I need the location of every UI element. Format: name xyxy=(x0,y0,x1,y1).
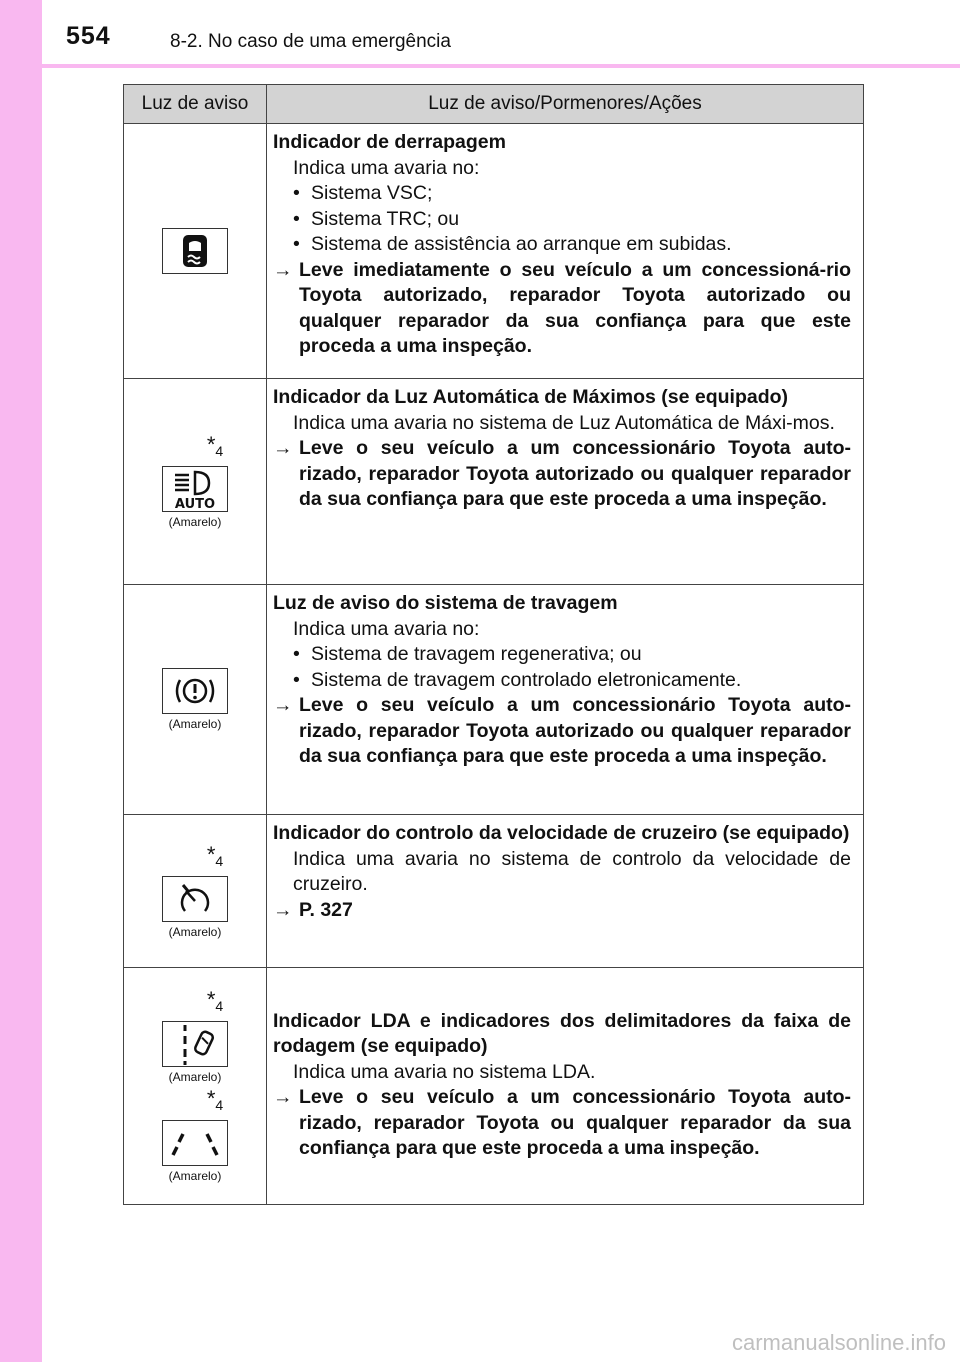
row-title: Luz de aviso do sistema de travagem xyxy=(273,592,618,614)
arrow-icon: → xyxy=(273,258,293,281)
page-number: 554 xyxy=(66,22,111,50)
row-action: → Leve imediatamente o seu veículo a um concessioná-rio Toyota autorizado, reparador Toyota autorizado ou qualquer reparador da sua confiança para que este proceda a uma inspeção. xyxy=(273,258,851,357)
arrow-icon: → xyxy=(273,898,293,921)
svg-text:AUTO: AUTO xyxy=(174,497,216,511)
row-description: Indica uma avaria no sistema LDA. xyxy=(293,1060,596,1083)
footnote-marker: $*_4$ xyxy=(206,987,224,1014)
table-row xyxy=(124,379,864,585)
table-row xyxy=(124,585,864,815)
icon-cell xyxy=(124,968,267,1205)
header-divider xyxy=(0,64,960,68)
column-header-light: Luz de aviso xyxy=(124,85,267,124)
page-sidebar-tab xyxy=(0,0,42,1362)
icon-caption: (Amarelo) xyxy=(168,924,222,939)
icon-cell xyxy=(124,124,267,379)
list-item: • Sistema TRC; ou xyxy=(293,207,460,230)
details-cell xyxy=(267,815,864,968)
section-title: 8-2. No caso de uma emergência xyxy=(170,31,451,52)
row-description: Indica uma avaria no sistema de controlo da velocidade de cruzeiro. xyxy=(293,847,851,895)
arrow-icon: → xyxy=(273,694,293,716)
icon-caption: (Amarelo) xyxy=(168,1070,222,1084)
table-header-row xyxy=(124,85,864,124)
row-description: Indica uma avaria no sistema de Luz Automática de Máxi-mos. xyxy=(293,411,835,434)
table-row xyxy=(124,968,864,1205)
row-title: Indicador da Luz Automática de Máximos (se equipado) xyxy=(273,386,789,408)
details-cell xyxy=(267,379,864,585)
icon-cell xyxy=(124,815,267,968)
footnote-marker: $*_4$ xyxy=(206,1086,224,1113)
details-cell xyxy=(267,124,864,379)
skid-indicator-icon xyxy=(162,228,228,274)
icon-group xyxy=(124,989,266,1084)
row-description: Indica uma avaria no: xyxy=(293,617,480,640)
footnote-marker: $*_4$ xyxy=(206,841,224,869)
details-cell xyxy=(267,968,864,1205)
list-item: • Sistema de travagem controlado eletronicamente. xyxy=(293,668,742,691)
icon-caption: (Amarelo) xyxy=(168,515,222,529)
arrow-icon: → xyxy=(273,1086,293,1108)
column-header-details: Luz de aviso/Pormenores/Ações xyxy=(267,85,864,124)
table-row xyxy=(124,124,864,379)
list-item: • Sistema de assistência ao arranque em subidas. xyxy=(293,233,732,255)
list-item: • Sistema de travagem regenerativa; ou xyxy=(293,643,642,665)
cruise-control-icon xyxy=(162,876,228,922)
icon-cell xyxy=(124,379,267,585)
lda-indicator-icon xyxy=(162,1021,228,1067)
lane-markers-icon xyxy=(162,1120,228,1166)
icon-caption: (Amarelo) xyxy=(168,717,222,731)
brake-system-warning-icon xyxy=(162,668,228,714)
arrow-icon: → xyxy=(273,437,293,459)
watermark: carmanualsonline.info xyxy=(731,1330,946,1355)
icon-group xyxy=(124,1088,266,1183)
table-row xyxy=(124,815,864,968)
row-description: Indica uma avaria no: xyxy=(293,156,480,179)
list-item: • Sistema VSC; xyxy=(293,182,433,204)
row-title: Indicador de derrapagem xyxy=(273,131,506,153)
row-action: → Leve o seu veículo a um concessionário Toyota auto-rizado, reparador Toyota ou qualquer reparador da sua confiança para que este proceda a uma inspeção. xyxy=(273,1086,851,1159)
icon-caption: (Amarelo) xyxy=(168,1169,222,1183)
row-title: Indicador LDA e indicadores dos delimitadores da faixa de rodagem (se equipado) xyxy=(273,1009,851,1057)
details-cell xyxy=(267,585,864,815)
row-action: → P. 327 xyxy=(273,898,851,924)
footnote-marker: $*_4$ xyxy=(206,432,224,459)
auto-high-beam-icon xyxy=(162,466,228,512)
warning-lights-table xyxy=(123,84,864,1205)
icon-cell xyxy=(124,585,267,815)
row-action: → Leve o seu veículo a um concessionário Toyota auto-rizado, reparador Toyota autorizado ou qualquer reparador da sua confiança para que este proceda a uma inspeção. xyxy=(273,694,851,767)
row-action: → Leve o seu veículo a um concessionário Toyota auto-rizado, reparador Toyota autorizado ou qualquer reparador da sua confiança para que este proceda a uma inspeção. xyxy=(273,437,851,510)
row-title: Indicador do controlo da velocidade de cruzeiro (se equipado) xyxy=(273,822,850,844)
